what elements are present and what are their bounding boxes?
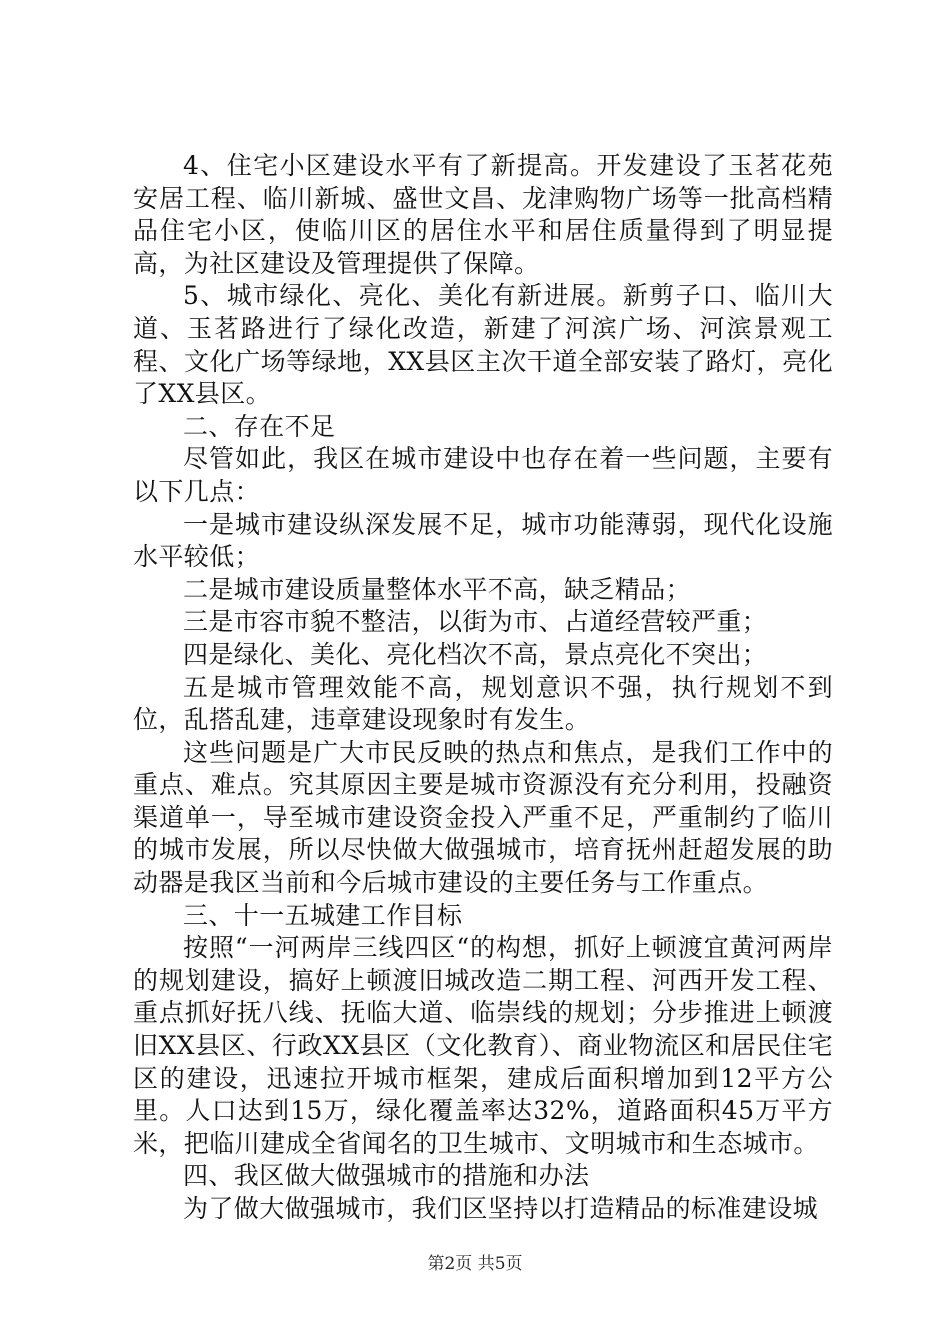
paragraph-residential-quality: 4、住宅小区建设水平有了新提高。开发建设了玉茗花苑安居工程、临川新城、盛世文昌、龙津购物广场等一批高档精品住宅小区，使临川区的居住水平和居住质量得到了明显提高，为社区建设及管理提供了保障。: [133, 151, 833, 278]
paragraph-goals-detail: 按照“一河两岸三线四区“的构想，抓好上顿渡宜黄河两岸的规划建设，搞好上顿渡旧城改造二期工程、河西开发工程、重点抓好抚八线、抚临大道、临崇线的规划；分步推进上顿渡旧XX县区、行政XX县区（文化教育）、商业物流区和居民住宅区的建设，迅速拉开城市框架，建成后面积增加到12平方公里。人口达到15万，绿化覆盖率达32%，道路面积45万平方米，把临川建成全省闻名的卫生城市、文明城市和生态城市。: [133, 933, 833, 1158]
paragraph-greening-progress: 5、城市绿化、亮化、美化有新进展。新剪子口、临川大道、玉茗路进行了绿化改造，新建了河滨广场、河滨景观工程、文化广场等绿地，XX县区主次干道全部安装了路灯，亮化了XX县区。: [133, 281, 833, 409]
page-footer: [0, 1254, 950, 1274]
list-item-problem-3: 三是市容市貌不整洁，以街为市、占道经营较严重；: [183, 607, 768, 637]
document-body: [133, 150, 833, 1226]
section-heading-goals: 三、十一五城建工作目标: [183, 900, 463, 930]
list-item-problem-2: 二是城市建设质量整体水平不高，缺乏精品；: [183, 574, 692, 604]
section-heading-shortcomings: 二、存在不足: [183, 411, 336, 441]
section-heading-measures: 四、我区做大做强城市的措施和办法: [183, 1161, 590, 1191]
list-item-problem-1: 一是城市建设纵深发展不足，城市功能薄弱，现代化设施水平较低；: [133, 509, 833, 572]
paragraph-shortcomings-intro: 尽管如此，我区在城市建设中也存在着一些问题，主要有以下几点：: [133, 444, 833, 506]
paragraph-measures-start: 为了做大做强城市，我们区坚持以打造精品的标准建设城: [183, 1194, 819, 1223]
list-item-problem-5: 五是城市管理效能不高，规划意识不强，执行规划不到位，乱搭乱建，违章建设现象时有发生。: [133, 672, 833, 735]
list-item-problem-4: 四是绿化、美化、亮化档次不高，景点亮化不突出；: [183, 639, 768, 669]
page-number-indicator: 第2页 共5页: [427, 1254, 523, 1274]
paragraph-problem-analysis: 这些问题是广大市民反映的热点和焦点，是我们工作中的重点、难点。究其原因主要是城市资源没有充分利用，投融资渠道单一，导至城市建设资金投入严重不足，严重制约了临川的城市发展，所以尽快做大做强城市，培育抚州赶超发展的助动器是我区当前和今后城市建设的主要任务与工作重点。: [133, 737, 833, 898]
